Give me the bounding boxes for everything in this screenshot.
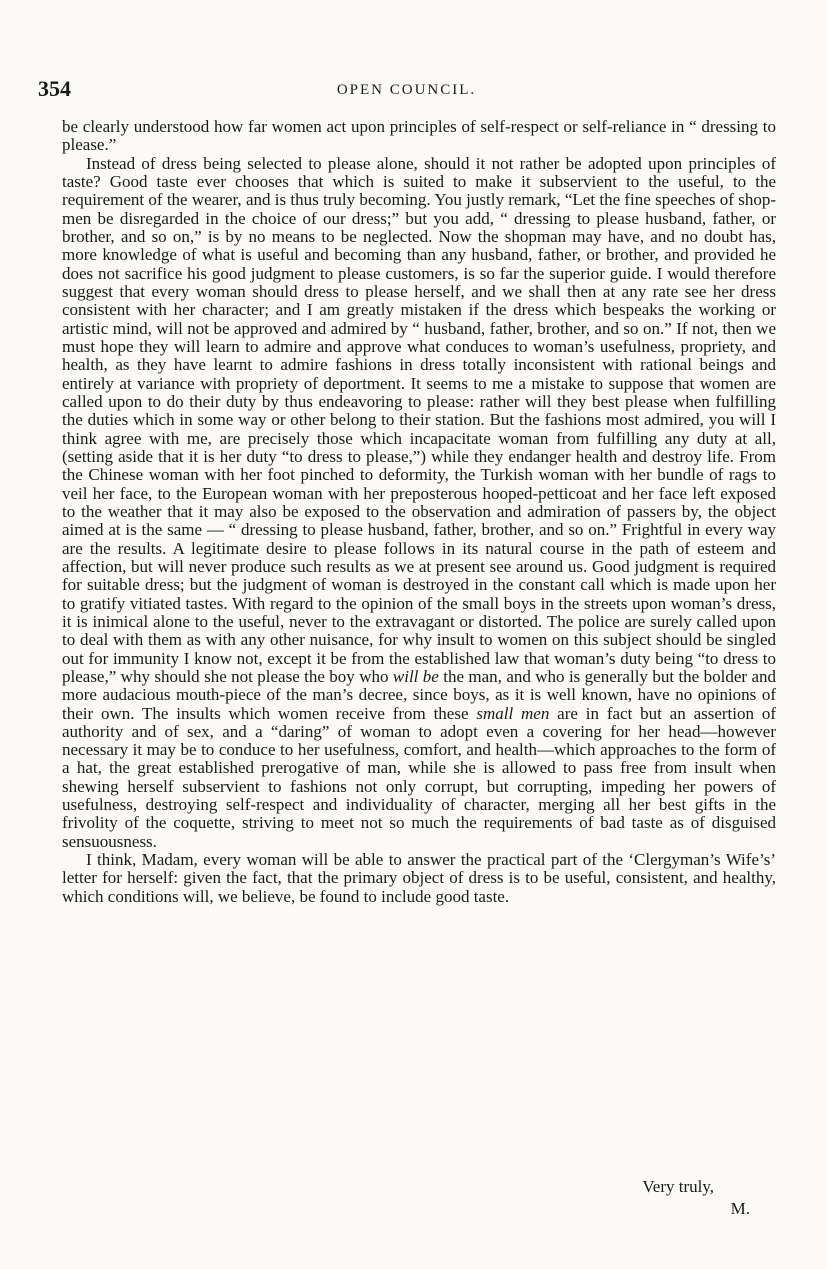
signoff (62, 1178, 776, 1238)
text-run: be clearly understood how far women act upon principles of self-respect or self-reliance in “ dressing to please.” (62, 117, 776, 155)
paragraph-dress-and-taste (62, 155, 776, 851)
paragraph-closing-remarks (62, 851, 776, 906)
author-initial: M. (730, 1199, 750, 1218)
closing-phrase: Very truly, (642, 1177, 714, 1196)
page-number: 354 (38, 76, 71, 101)
text-run: Instead of dress being selected to please alone, should it not rather be adopted upon principles of taste? Good taste ever chooses that which is suited to make it subservient to the useful, to the requirement of the wearer, and is thus truly becoming. You justly remark, “Let the fine speeches of shop-men be disregarded in the choice of our dress;” but you add, “ dressing to please husband, father, or brother, and so on,” is by no means to be neglected. Now the shopman may have, and no doubt has, more knowledge of what is useful and becoming than any husband, father, or brother, and provided he does not sacrifice his good judgment to please customers, is so far the superior guide. I would therefore suggest that every woman should dress to please herself, and we shall then at any rate see her dress consistent with her character; and I am greatly mistaken if the dress which bespeaks the working or artistic mind, will not be approved and admired by “ husband, father, brother, and so on.” If not, then we must hope they will learn to admire and approve what conduces to woman’s usefulness, propriety, and health, as they have learnt to admire fashions in dress totally inconsistent with rational beings and entirely at variance with propriety of deportment. It seems to me a mistake to suppose that women are called upon to do their duty by thus endeavoring to please: rather will they best please when fulfilling the duties which in some way or other belong to their station. But the fashions most admired, you will I think agree with me, are precisely those which incapacitate woman from fulfilling any duty at all, (setting aside that it is her duty “to dress to please,”) while they endanger health and destroy life. From the Chinese woman with her foot pinched to deformity, the Turkish woman with her bundle of rags to veil her face, to the European woman with her preposterous hooped-petticoat and her face left exposed to the weather that it may also be exposed to the observation and admiration of passers by, the object aimed at is the same — “ dressing to please husband, father, brother, and so on.” Frightful in every way are the results. A legitimate desire to please follows in its natural course in the path of esteem and affection, but will never produce such results as we at present see around us. Good judgment is required for suitable dress; but the judgment of woman is destroyed in the constant call which is made upon her to gratify vitiated tastes. With regard to the opinion of the small boys in the streets upon woman’s dress, it is inimical alone to the useful, never to the extravagant or distorted. The police are surely called upon to deal with them as with any other nuisance, for why insult to women on this subject should be singled out for immunity I know not, except it be from the established law that woman’s duty being “to dress to please,” why should she not please the boy who (62, 153, 776, 686)
running-head: OPEN COUNCIL. (336, 82, 477, 98)
text-run: the man, and who is generally but the bolder and more audacious mouth-piece of the man’s decree, since boys, as it is well known, have no opinions of their own. The insults which women receive from these (62, 666, 776, 723)
paragraph-continuation (62, 118, 776, 155)
text-run: I think, Madam, every woman will be able to answer the practical part of the ‘Clergyman’s Wife’s’ letter for herself: given the fact, that the primary object of dress is to be useful, consistent, and healthy, which conditions will, we believe, be found to include good taste. (62, 850, 776, 906)
italic-run: small men (476, 703, 550, 723)
text-run: are in fact but an assertion of authority and of sex, and a “daring” of woman to adopt even a covering for her head—however necessary it may be to conduce to her usefulness, comfort, and health—which approaches to the form of a hat, the great established prerogative of man, while she is allowed to pass free from insult when shewing herself subservient to fashions not only corrupt, but corrupting, impeding her powers of usefulness, destroying self-respect and individuality of character, merging all her best gifts in the frivolity of the coquette, striving to meet not so much the requirements of bad taste as of disguised sensuousness. (62, 703, 776, 851)
italic-run: will be (392, 666, 439, 686)
body-text (62, 118, 776, 906)
page-header (38, 76, 775, 106)
